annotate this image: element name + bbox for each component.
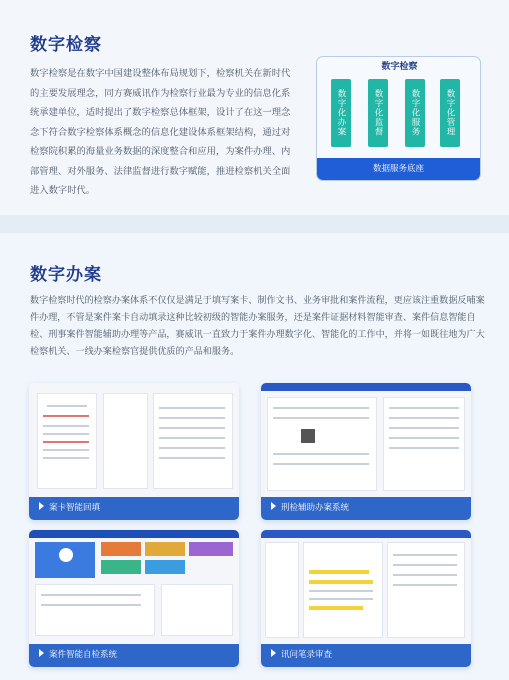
card-caption [261, 644, 471, 667]
play-triangle-icon [271, 502, 276, 510]
digital-procuratorate-section [0, 0, 509, 215]
section-title-digital-procuratorate: 数字检察 [30, 35, 102, 55]
pillar-digital-case-handling: 数字化办案 [331, 79, 351, 147]
product-card-interrogation-record-review[interactable] [261, 530, 471, 667]
pillar-digital-service: 数字化服务 [405, 79, 425, 147]
card-caption-label: 案卡智能回填 [49, 503, 101, 513]
pillar-digital-supervision: 数字化监督 [368, 79, 388, 147]
product-screenshot [261, 530, 471, 644]
digital-case-handling-section [0, 233, 509, 680]
card-caption-label: 案件智能自检系统 [49, 650, 118, 660]
play-triangle-icon [39, 502, 44, 510]
play-triangle-icon [39, 649, 44, 657]
product-screenshot [29, 383, 239, 497]
pillar-digital-management: 数字化管理 [440, 79, 460, 147]
section-divider [0, 215, 509, 233]
card-caption-label: 讯问笔录审查 [281, 650, 333, 660]
diagram-title: 数字检察 [381, 62, 418, 72]
data-service-base: 数据服务底座 [317, 158, 480, 180]
card-caption [261, 497, 471, 520]
play-triangle-icon [271, 649, 276, 657]
card-caption-label: 刑检辅助办案系统 [281, 503, 350, 513]
product-screenshot [29, 530, 239, 644]
card-caption [29, 497, 239, 520]
section-title-digital-case-handling: 数字办案 [30, 265, 102, 285]
framework-diagram [316, 56, 481, 181]
product-card-case-self-check[interactable] [29, 530, 239, 667]
card-caption [29, 644, 239, 667]
product-card-prosecution-assistant[interactable] [261, 383, 471, 520]
section-intro-paragraph: 数字检察是在数字中国建设整体布局规划下，检察机关在新时代的主要发展理念，同方赛威讯作为检察行业最为专业的信息化系统承建单位，适时提出了数字检察总体框架，设计了在这一理念念下符合数字检察体系概念的信息化建设体系框架结构，通过对检察院积累的海量业务数据的深度整合和应用，为案件办理、内部管理、对外服务、法律监督进行数字赋能，推进检察机关全面进入数字时代。 [30, 68, 291, 196]
product-card-case-card-autofill[interactable] [29, 383, 239, 520]
section-paragraph: 数字检察时代的检察办案体系不仅仅是满足于填写案卡、制作文书、业务审批和案件流程，更应该注重数据反哺案件办理，不管是案件案卡自动填录这种比较初级的智能办案服务，还是案件证据材料智能审查、案件信息智能自检、刑事案件智能辅助办理等产品，赛威讯一直致力于案件办理数字化、智能化的工作中，并将一如既往地为广大检察机关、一线办案检察官提供优质的产品和服务。 [30, 296, 485, 357]
product-screenshot [261, 383, 471, 497]
